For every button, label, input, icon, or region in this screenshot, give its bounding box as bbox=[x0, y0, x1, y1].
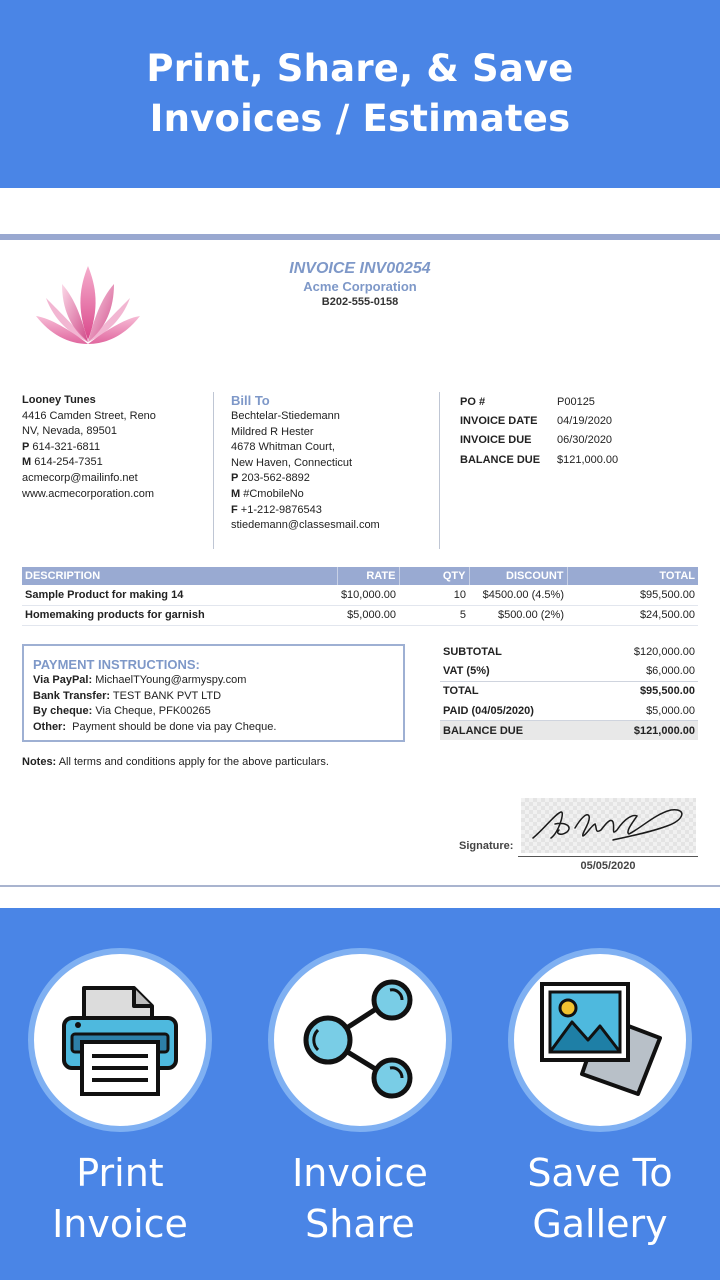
table-row bbox=[22, 585, 698, 605]
signature-date: 05/05/2020 bbox=[580, 860, 636, 872]
cell-description: Homemaking products for garnish bbox=[22, 605, 337, 625]
header-title: Print, Share, & Save Invoices / Estimates bbox=[146, 47, 574, 140]
printer-icon bbox=[58, 978, 182, 1102]
invoice-preview bbox=[0, 188, 720, 908]
cell-discount: $4500.00 (4.5%) bbox=[469, 585, 567, 605]
payment-other: Other: Payment should be done via pay Cheque. bbox=[33, 720, 277, 733]
save-to-gallery-feature[interactable] bbox=[480, 948, 720, 1250]
print-invoice-button[interactable] bbox=[28, 948, 212, 1132]
notes: Notes: All terms and conditions apply for the above particulars. bbox=[22, 756, 329, 768]
column-header-total: TOTAL bbox=[567, 567, 698, 585]
payment-instructions bbox=[22, 644, 405, 742]
totals-summary bbox=[440, 642, 698, 740]
invoice-top-rule bbox=[0, 234, 720, 240]
signature-image bbox=[521, 798, 696, 853]
from-name: Looney Tunes bbox=[22, 394, 96, 406]
cell-qty: 10 bbox=[399, 585, 469, 605]
bill-to bbox=[231, 392, 431, 534]
signature-line bbox=[518, 856, 698, 857]
from-email: acmecorp@mailinfo.net bbox=[22, 471, 138, 484]
invoice-heading bbox=[200, 260, 520, 308]
payment-paypal: Via PayPal: MichaelTYoung@armyspy.com bbox=[33, 674, 247, 686]
cell-discount: $500.00 (2%) bbox=[469, 605, 567, 625]
invoice-share-feature[interactable] bbox=[240, 948, 480, 1250]
totals-row: PAID (04/05/2020) $5,000.00 bbox=[443, 704, 695, 717]
bill-to-title: Bill To bbox=[231, 393, 270, 408]
print-invoice-feature[interactable] bbox=[0, 948, 240, 1250]
cell-total: $24,500.00 bbox=[567, 605, 698, 625]
invoice-share-button[interactable] bbox=[268, 948, 452, 1132]
column-header-discount: DISCOUNT bbox=[469, 567, 567, 585]
invoice-company: Acme Corporation bbox=[303, 279, 417, 294]
signature-scribble-icon bbox=[521, 798, 696, 853]
bill-to-fax: F +1-212-9876543 bbox=[231, 503, 322, 516]
payment-title: PAYMENT INSTRUCTIONS: bbox=[33, 657, 200, 672]
line-items-table bbox=[22, 567, 698, 626]
totals-row: SUBTOTAL $120,000.00 bbox=[443, 645, 695, 658]
totals-row: TOTAL $95,500.00 bbox=[440, 681, 698, 701]
bill-to-address-line1: 4678 Whitman Court, bbox=[231, 441, 335, 454]
invoice-share-label: Invoice Share bbox=[292, 1151, 428, 1246]
totals-row: VAT (5%) $6,000.00 bbox=[443, 665, 695, 678]
table-row bbox=[22, 605, 698, 625]
column-header-description: DESCRIPTION bbox=[22, 567, 337, 585]
meta-row: PO # P00125 bbox=[460, 395, 595, 408]
save-to-gallery-label: Save To Gallery bbox=[527, 1151, 673, 1246]
print-invoice-label: Print Invoice bbox=[52, 1151, 188, 1246]
payment-cheque: By cheque: Via Cheque, PFK00265 bbox=[33, 705, 211, 718]
cell-total: $95,500.00 bbox=[567, 585, 698, 605]
cell-description: Sample Product for making 14 bbox=[22, 585, 337, 605]
save-to-gallery-button[interactable] bbox=[508, 948, 692, 1132]
invoice-company-phone: B202-555-0158 bbox=[321, 296, 399, 308]
column-divider bbox=[439, 392, 440, 549]
from-mobile: M 614-254-7351 bbox=[22, 456, 103, 469]
invoice-bottom-rule bbox=[0, 885, 720, 887]
invoice-title: INVOICE INV00254 bbox=[289, 260, 431, 277]
meta-row: INVOICE DUE 06/30/2020 bbox=[460, 434, 613, 447]
balance-due-row: BALANCE DUE $121,000.00 bbox=[440, 720, 698, 740]
column-divider bbox=[213, 392, 214, 549]
column-header-rate: RATE bbox=[337, 567, 399, 585]
signature-label: Signature: bbox=[459, 840, 514, 852]
table-header-row bbox=[22, 567, 698, 585]
meta-row: BALANCE DUE $121,000.00 bbox=[460, 453, 619, 466]
gallery-icon bbox=[538, 978, 662, 1102]
bill-to-company: Bechtelar-Stiedemann bbox=[231, 410, 340, 422]
bill-to-email: stiedemann@classesmail.com bbox=[231, 519, 380, 532]
from-address-line2: NV, Nevada, 89501 bbox=[22, 425, 117, 438]
bill-to-address-line2: New Haven, Connecticut bbox=[231, 456, 353, 469]
from-address bbox=[22, 393, 207, 502]
cell-rate: $5,000.00 bbox=[337, 605, 399, 625]
from-website: www.acmecorporation.com bbox=[22, 487, 155, 500]
column-header-qty: QTY bbox=[399, 567, 469, 585]
features-panel bbox=[0, 908, 720, 1280]
invoice-meta bbox=[460, 393, 700, 470]
bill-to-mobile: M #CmobileNo bbox=[231, 487, 304, 500]
header-banner bbox=[0, 0, 720, 188]
bill-to-phone: P 203-562-8892 bbox=[231, 472, 310, 485]
lotus-logo-icon bbox=[32, 264, 144, 350]
bill-to-contact: Mildred R Hester bbox=[231, 425, 314, 438]
share-icon bbox=[298, 978, 422, 1102]
from-phone: P 614-321-6811 bbox=[22, 440, 101, 453]
payment-bank: Bank Transfer: TEST BANK PVT LTD bbox=[33, 689, 222, 702]
cell-qty: 5 bbox=[399, 605, 469, 625]
cell-rate: $10,000.00 bbox=[337, 585, 399, 605]
from-address-line1: 4416 Camden Street, Reno bbox=[22, 409, 156, 422]
meta-row: INVOICE DATE 04/19/2020 bbox=[460, 415, 613, 428]
